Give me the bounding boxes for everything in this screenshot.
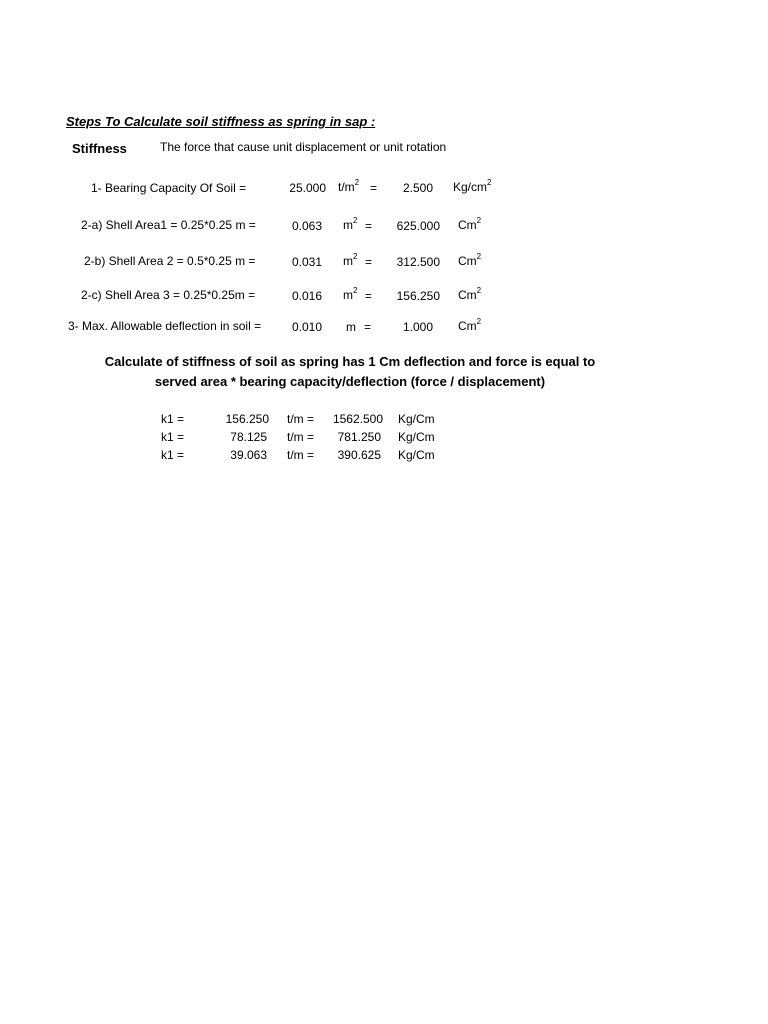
row-value-2: 625.000 bbox=[396, 219, 440, 233]
page-title: Steps To Calculate soil stiffness as spring in sap : bbox=[66, 114, 376, 129]
row-unit-2: Cm$^2$ bbox=[458, 216, 482, 232]
k-label: k1 = bbox=[161, 430, 185, 444]
k-value-2: 1562.500 bbox=[332, 412, 383, 426]
row-unit-1: $t/m^2$ bbox=[338, 178, 360, 194]
stiffness-label: Stiffness bbox=[72, 141, 127, 156]
row-label: 2-b) Shell Area 2 = 0.5*0.25 m = bbox=[84, 254, 256, 268]
k-value-2: 390.625 bbox=[337, 448, 381, 462]
row-equals: = bbox=[365, 255, 373, 269]
k-unit-2: Kg/Cm bbox=[398, 412, 435, 426]
row-value-2: 156.250 bbox=[396, 289, 440, 303]
row-label: 1- Bearing Capacity Of Soil = bbox=[91, 181, 247, 195]
row-unit-1: m bbox=[346, 320, 356, 334]
row-value-2: 312.500 bbox=[396, 255, 440, 269]
k-value-2: 781.250 bbox=[337, 430, 381, 444]
k-label: k1 = bbox=[161, 448, 185, 462]
row-equals: = bbox=[365, 289, 373, 303]
row-value-1: 0.010 bbox=[291, 320, 322, 334]
k-unit-2: Kg/Cm bbox=[398, 448, 435, 462]
row-equals: = bbox=[364, 320, 372, 334]
k-label: k1 = bbox=[161, 412, 185, 426]
row-unit-1: $m^2$ bbox=[343, 216, 358, 232]
row-label: 2-a) Shell Area1 = 0.25*0.25 m = bbox=[81, 218, 256, 232]
row-value-1: 0.016 bbox=[291, 289, 322, 303]
k-unit-1: t/m = bbox=[287, 430, 315, 444]
k-value-1: 39.063 bbox=[230, 448, 267, 462]
row-unit-2: $Kg/cm^2$ bbox=[453, 178, 492, 194]
stiffness-definition: The force that cause unit displacement or unit rotation bbox=[160, 140, 447, 154]
k-value-1: 156.250 bbox=[225, 412, 269, 426]
row-unit-1: $m^2$ bbox=[343, 252, 358, 268]
row-equals: = bbox=[370, 181, 378, 195]
row-value-2: 2.500 bbox=[402, 181, 433, 195]
k-unit-1: t/m = bbox=[287, 412, 315, 426]
k-unit-2: Kg/Cm bbox=[398, 430, 435, 444]
row-label: 2-c) Shell Area 3 = 0.25*0.25m = bbox=[81, 288, 256, 302]
row-label: 3- Max. Allowable deflection in soil = bbox=[68, 319, 262, 333]
explanation-paragraph: Calculate of stiffness of soil as spring has 1 Cm deflection and force is equal to served area * bearing capacity/deflection (force / displacement) bbox=[104, 354, 596, 389]
row-equals: = bbox=[365, 219, 373, 233]
k-unit-1: t/m = bbox=[287, 448, 315, 462]
row-value-1: 0.063 bbox=[291, 219, 322, 233]
row-unit-2: Cm$^2$ bbox=[458, 317, 482, 333]
row-value-2: 1.000 bbox=[402, 320, 433, 334]
row-unit-1: $m^2$ bbox=[343, 286, 358, 302]
row-value-1: 0.031 bbox=[291, 255, 322, 269]
k-value-1: 78.125 bbox=[230, 430, 267, 444]
row-value-1: 25.000 bbox=[289, 181, 326, 195]
row-unit-2: Cm$^2$ bbox=[458, 252, 482, 268]
row-unit-2: Cm$^2$ bbox=[458, 286, 482, 302]
